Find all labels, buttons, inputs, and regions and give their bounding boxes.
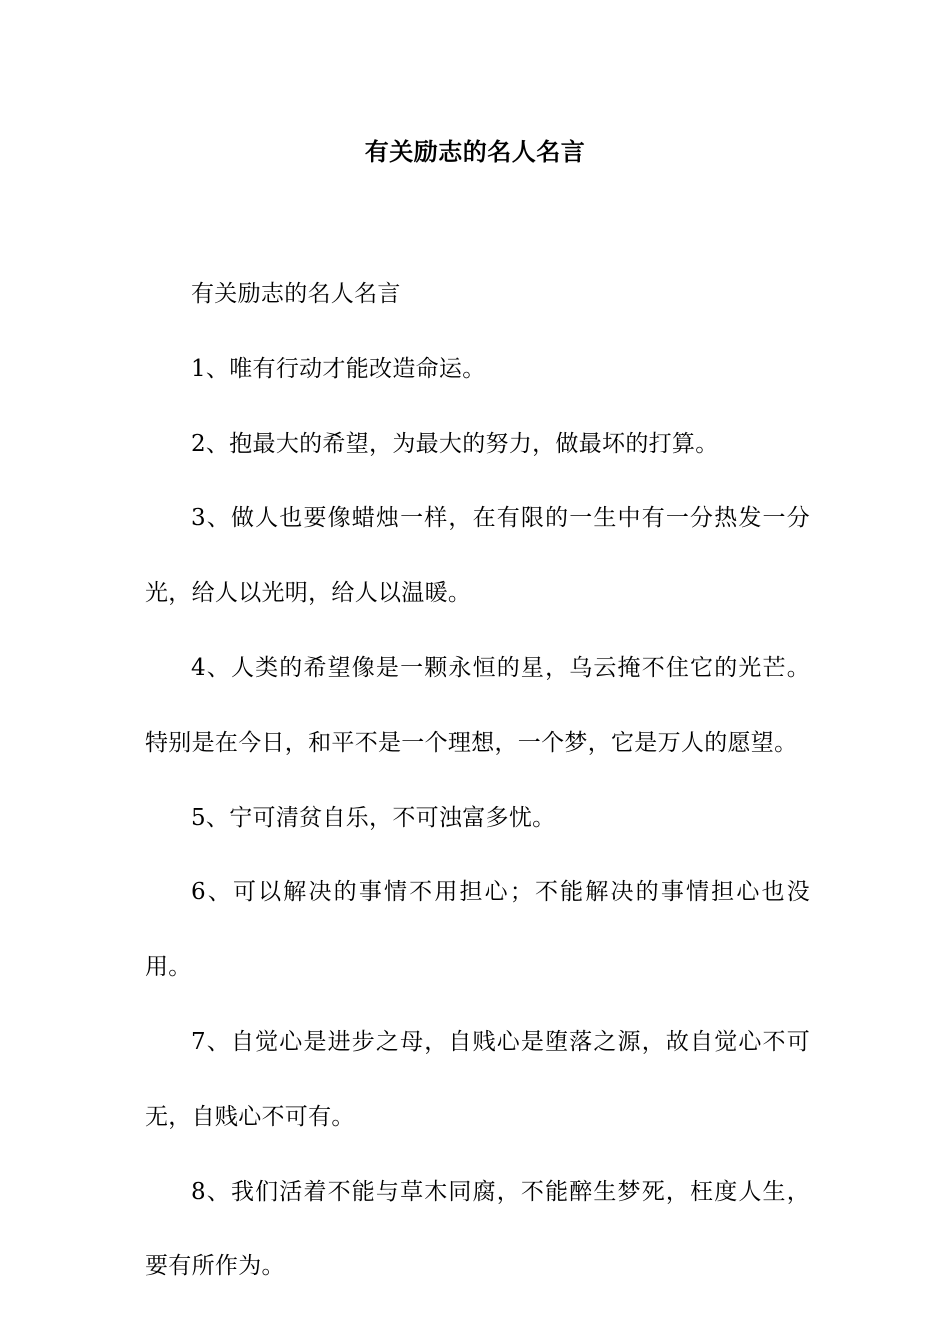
quote-7: 7、自觉心是进步之母，自贱心是堕落之源，故自觉心不可无，自贱心不可有。 — [145, 1028, 810, 1130]
document-body — [145, 257, 810, 1304]
quote-3: 3、做人也要像蜡烛一样，在有限的一生中有一分热发一分光，给人以光明，给人以温暖。 — [145, 505, 810, 607]
quote-8: 8、我们活着不能与草木同腐，不能醉生梦死，枉度人生，要有所作为。 — [145, 1178, 810, 1280]
quote-2: 2、抱最大的希望，为最大的努力，做最坏的打算。 — [191, 430, 719, 457]
quote-1: 1、唯有行动才能改造命运。 — [191, 355, 486, 382]
document-title: 有关励志的名人名言 — [364, 138, 586, 166]
paragraph-heading: 有关励志的名人名言 — [191, 281, 401, 307]
quote-5: 5、宁可清贫自乐，不可浊富多忧。 — [191, 804, 556, 831]
quote-6: 6、可以解决的事情不用担心；不能解决的事情担心也没用。 — [145, 879, 810, 981]
quote-4: 4、人类的希望像是一颗永恒的星，乌云掩不住它的光芒。特别是在今日，和平不是一个理想，一个梦，它是万人的愿望。 — [145, 654, 810, 756]
